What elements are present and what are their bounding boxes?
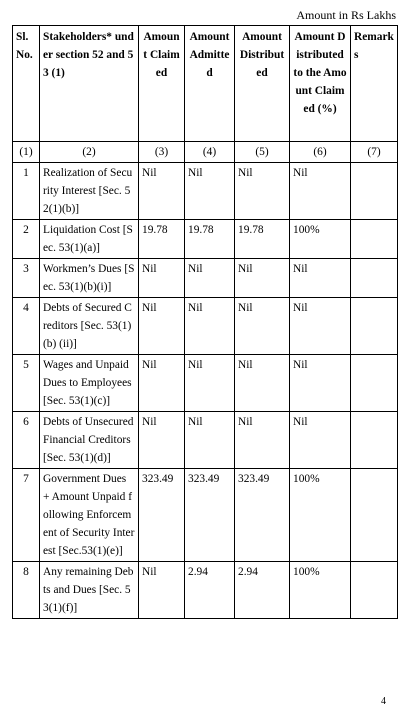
cell-stakeholder: Government Dues + Amount Unpaid following Enforcement of Security Interest [Sec.53(1)(e)] bbox=[40, 469, 139, 562]
cell-remarks bbox=[351, 412, 398, 469]
cell-sl-no: 5 bbox=[13, 355, 40, 412]
cell-remarks bbox=[351, 163, 398, 220]
cell-amount-distributed: 323.49 bbox=[235, 469, 290, 562]
cell-remarks bbox=[351, 562, 398, 619]
cell-remarks bbox=[351, 220, 398, 259]
cell-percent-distributed: Nil bbox=[290, 163, 351, 220]
cell-percent-distributed: Nil bbox=[290, 355, 351, 412]
cell-remarks bbox=[351, 469, 398, 562]
cell-sl-no: 2 bbox=[13, 220, 40, 259]
cell-amount-distributed: 19.78 bbox=[235, 220, 290, 259]
cell-sl-no: 7 bbox=[13, 469, 40, 562]
cell-sl-no: 3 bbox=[13, 259, 40, 298]
cell-remarks bbox=[351, 298, 398, 355]
cell-amount-admitted: 19.78 bbox=[185, 220, 235, 259]
column-number: (5) bbox=[235, 142, 290, 163]
table-row bbox=[13, 220, 398, 259]
cell-amount-claimed: Nil bbox=[139, 562, 185, 619]
header-percent-distributed: Amount Distributed to the Amount Claimed (%) bbox=[290, 26, 351, 142]
unit-note: Amount in Rs Lakhs bbox=[296, 8, 396, 22]
column-number: (7) bbox=[351, 142, 398, 163]
header-amount-admitted: Amount Admitted bbox=[185, 26, 235, 142]
cell-amount-distributed: 2.94 bbox=[235, 562, 290, 619]
cell-amount-admitted: Nil bbox=[185, 163, 235, 220]
cell-remarks bbox=[351, 259, 398, 298]
column-number: (1) bbox=[13, 142, 40, 163]
cell-stakeholder: Debts of Unsecured Financial Creditors [Sec. 53(1)(d)] bbox=[40, 412, 139, 469]
cell-sl-no: 1 bbox=[13, 163, 40, 220]
cell-sl-no: 6 bbox=[13, 412, 40, 469]
header-stakeholders: Stakeholders* under section 52 and 53 (1) bbox=[40, 26, 139, 142]
table-row bbox=[13, 163, 398, 220]
cell-amount-claimed: Nil bbox=[139, 355, 185, 412]
table-row bbox=[13, 562, 398, 619]
cell-remarks bbox=[351, 355, 398, 412]
header-remarks: Remarks bbox=[351, 26, 398, 142]
page-number: 4 bbox=[381, 696, 386, 707]
cell-amount-distributed: Nil bbox=[235, 163, 290, 220]
table-row bbox=[13, 412, 398, 469]
cell-amount-claimed: Nil bbox=[139, 412, 185, 469]
cell-stakeholder: Liquidation Cost [Sec. 53(1)(a)] bbox=[40, 220, 139, 259]
cell-amount-claimed: Nil bbox=[139, 163, 185, 220]
cell-amount-admitted: 2.94 bbox=[185, 562, 235, 619]
cell-amount-admitted: Nil bbox=[185, 259, 235, 298]
table-row bbox=[13, 298, 398, 355]
table-row bbox=[13, 355, 398, 412]
table-row bbox=[13, 469, 398, 562]
cell-amount-distributed: Nil bbox=[235, 355, 290, 412]
cell-percent-distributed: 100% bbox=[290, 562, 351, 619]
header-row bbox=[13, 26, 398, 142]
cell-percent-distributed: Nil bbox=[290, 259, 351, 298]
cell-percent-distributed: 100% bbox=[290, 220, 351, 259]
cell-amount-admitted: Nil bbox=[185, 298, 235, 355]
header-amount-distributed: Amount Distributed bbox=[235, 26, 290, 142]
column-number: (4) bbox=[185, 142, 235, 163]
header-sl-no: Sl. No. bbox=[13, 26, 40, 142]
cell-amount-distributed: Nil bbox=[235, 412, 290, 469]
distribution-table bbox=[12, 25, 398, 619]
cell-amount-distributed: Nil bbox=[235, 259, 290, 298]
cell-amount-admitted: Nil bbox=[185, 412, 235, 469]
cell-stakeholder: Workmen’s Dues [Sec. 53(1)(b)(i)] bbox=[40, 259, 139, 298]
cell-sl-no: 8 bbox=[13, 562, 40, 619]
cell-percent-distributed: Nil bbox=[290, 412, 351, 469]
cell-stakeholder: Realization of Security Interest [Sec. 52(1)(b)] bbox=[40, 163, 139, 220]
cell-percent-distributed: Nil bbox=[290, 298, 351, 355]
cell-amount-claimed: Nil bbox=[139, 259, 185, 298]
header-amount-claimed: Amount Claimed bbox=[139, 26, 185, 142]
cell-amount-claimed: 323.49 bbox=[139, 469, 185, 562]
cell-stakeholder: Debts of Secured Creditors [Sec. 53(1)(b) (ii)] bbox=[40, 298, 139, 355]
cell-stakeholder: Wages and Unpaid Dues to Employees [Sec. 53(1)(c)] bbox=[40, 355, 139, 412]
cell-amount-claimed: 19.78 bbox=[139, 220, 185, 259]
cell-sl-no: 4 bbox=[13, 298, 40, 355]
cell-amount-admitted: Nil bbox=[185, 355, 235, 412]
table-row bbox=[13, 259, 398, 298]
cell-amount-distributed: Nil bbox=[235, 298, 290, 355]
column-number: (6) bbox=[290, 142, 351, 163]
column-number: (2) bbox=[40, 142, 139, 163]
cell-stakeholder: Any remaining Debts and Dues [Sec. 53(1)(f)] bbox=[40, 562, 139, 619]
cell-amount-admitted: 323.49 bbox=[185, 469, 235, 562]
cell-amount-claimed: Nil bbox=[139, 298, 185, 355]
column-number-row bbox=[13, 142, 398, 163]
column-number: (3) bbox=[139, 142, 185, 163]
cell-percent-distributed: 100% bbox=[290, 469, 351, 562]
